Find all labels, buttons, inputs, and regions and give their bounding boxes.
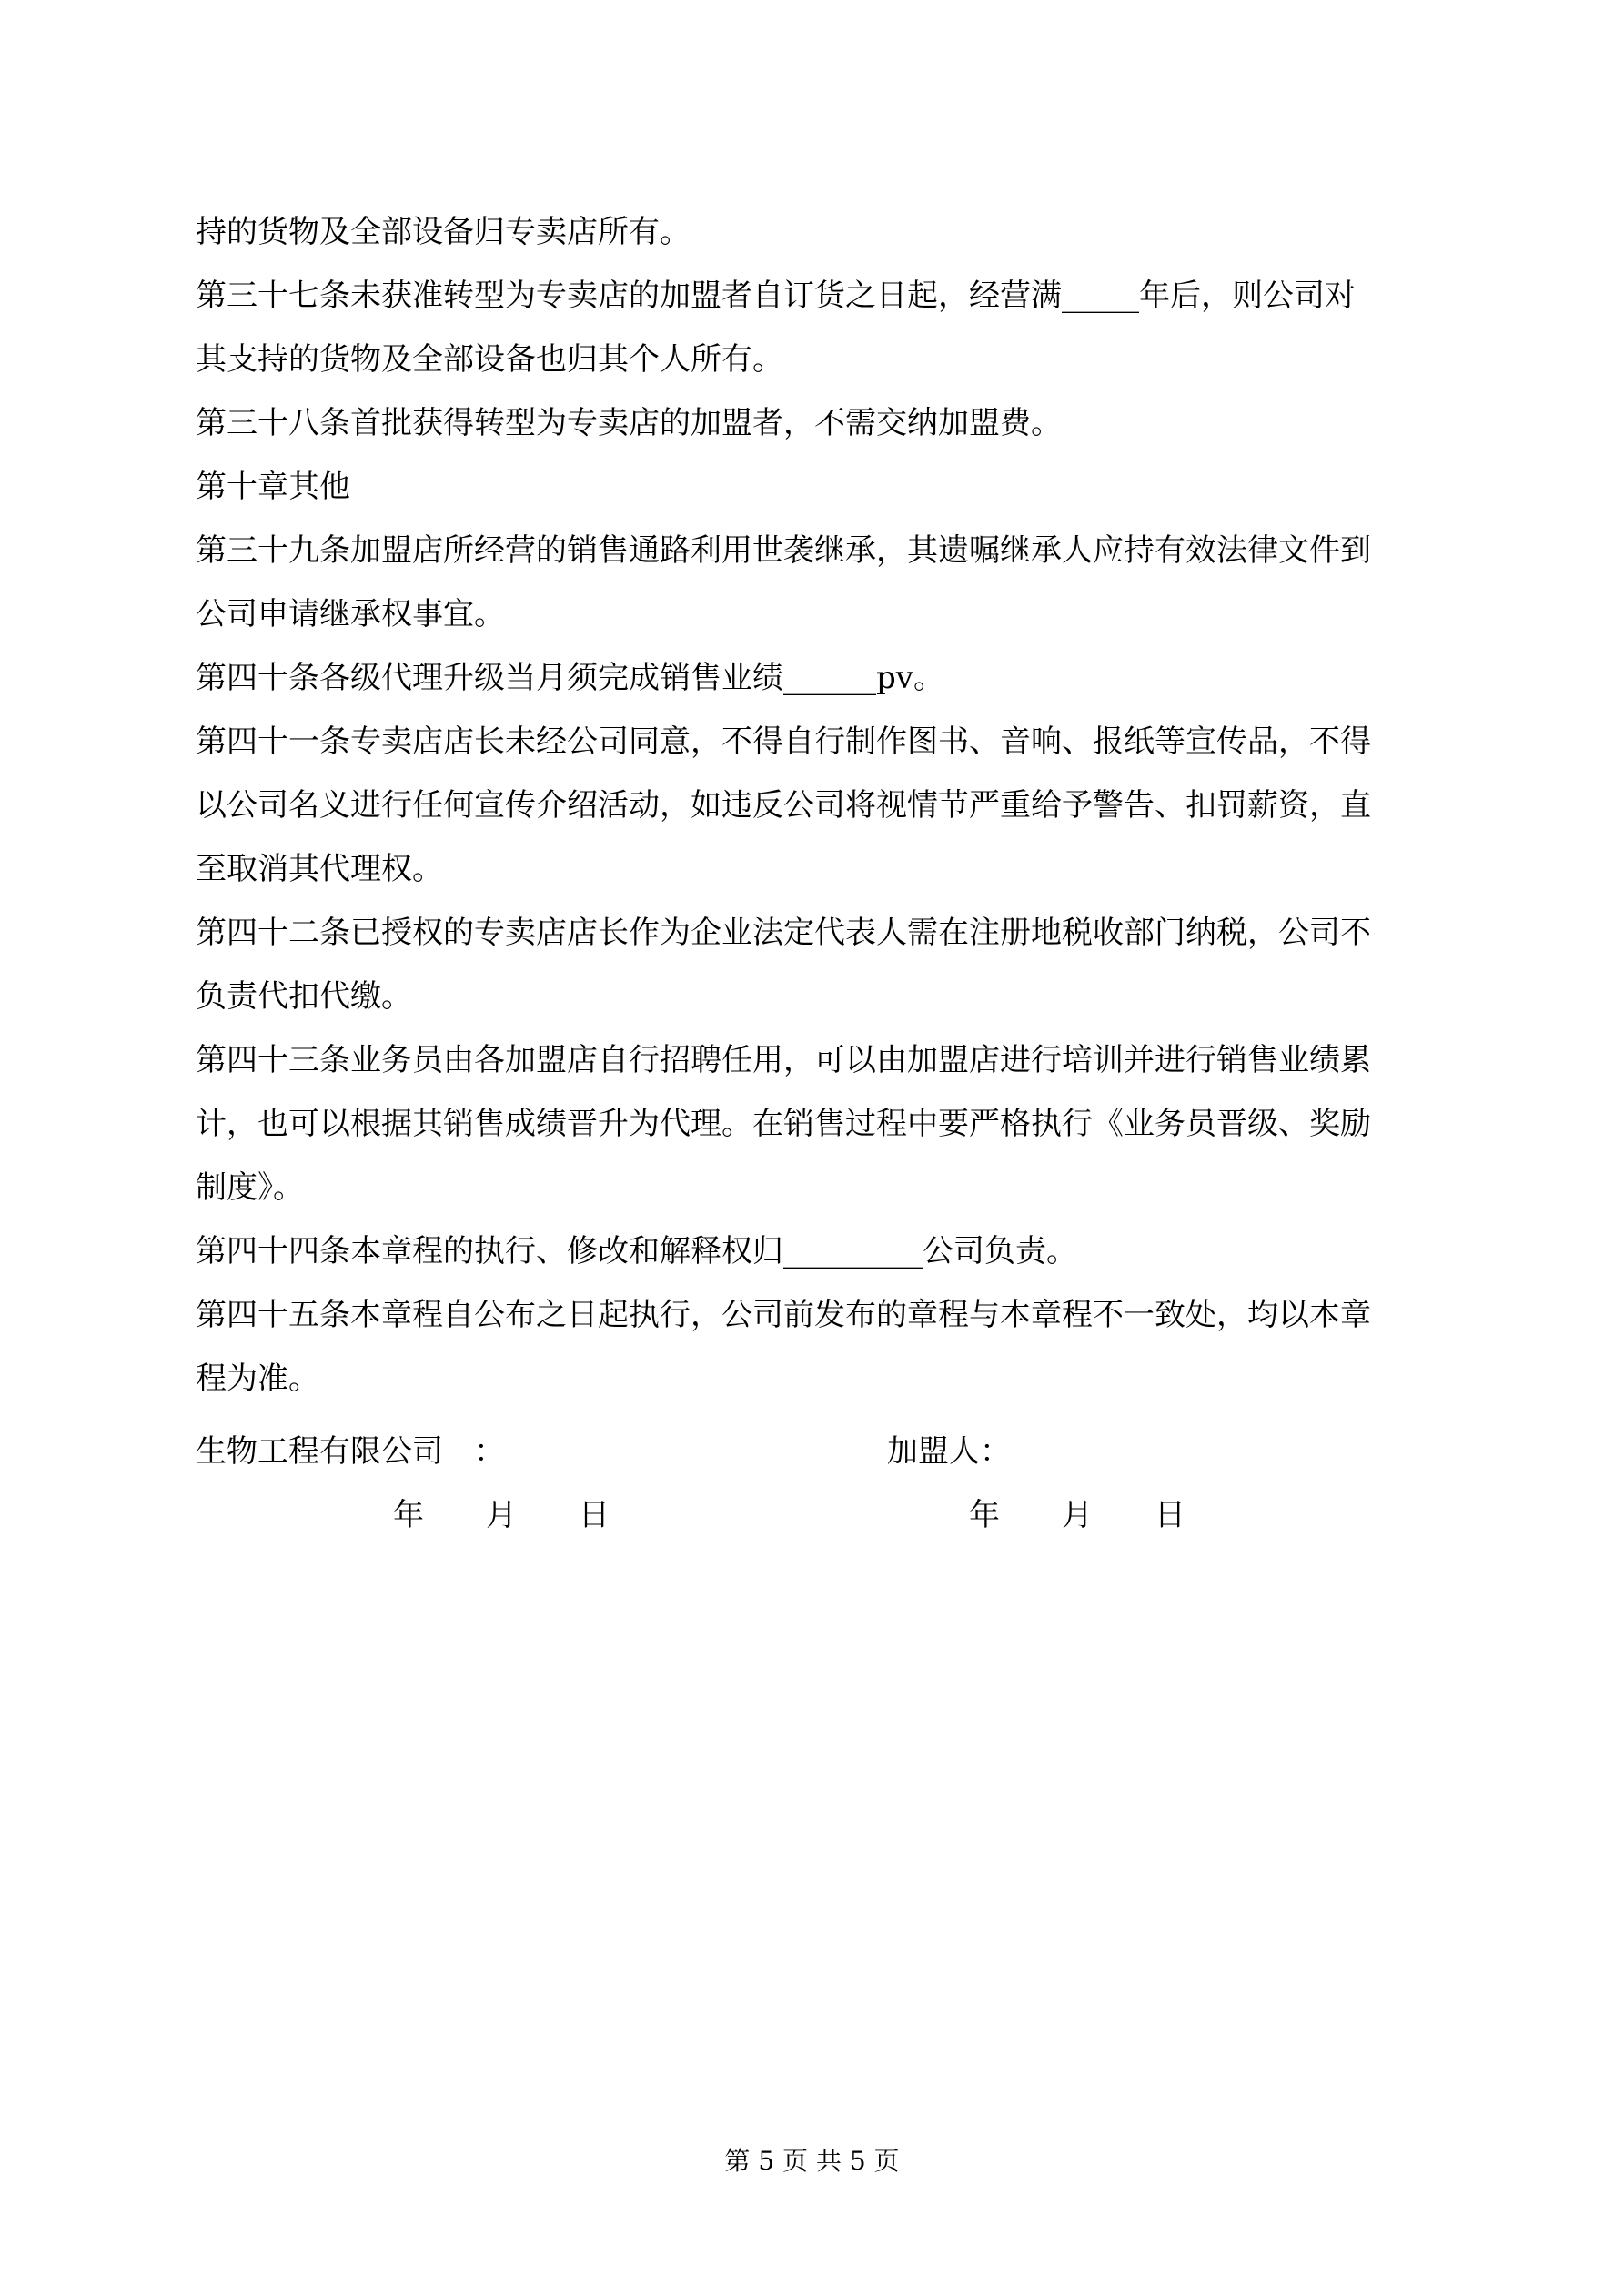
text-line: 第四十三条业务员由各加盟店自行招聘任用，可以由加盟店进行培训并进行销售业绩累 bbox=[196, 1042, 1371, 1078]
text-line: 第四十二条已授权的专卖店店长作为企业法定代表人需在注册地税收部门纳税，公司不 bbox=[196, 915, 1371, 951]
text-line: 负责代扣代缴。 bbox=[196, 978, 412, 1015]
text-line: 持的货物及全部设备归专卖店所有。 bbox=[196, 214, 691, 250]
text-line: 以公司名义进行任何宣传介绍活动，如违反公司将视情节严重给予警告、扣罚薪资，直 bbox=[196, 787, 1371, 824]
text-line: 第四十条各级代理升级当月须完成销售业绩______pv。 bbox=[196, 660, 944, 696]
text-line: 第三十八条首批获得转型为专卖店的加盟者，不需交纳加盟费。 bbox=[196, 405, 1062, 441]
text-line: 公司申请继承权事宜。 bbox=[196, 596, 505, 632]
text-line: 其支持的货物及全部设备也归其个人所有。 bbox=[196, 341, 783, 378]
text-line: 第四十五条本章程自公布之日起执行，公司前发布的章程与本章程不一致处，均以本章 bbox=[196, 1297, 1371, 1333]
franchisee-signature-label: 加盟人： bbox=[887, 1433, 1011, 1470]
document-body bbox=[196, 200, 1442, 1411]
text-line: 第三十九条加盟店所经营的销售通路利用世袭继承，其遗嘱继承人应持有效法律文件到 bbox=[196, 532, 1371, 569]
text-line: 计，也可以根据其销售成绩晋升为代理。在销售过程中要严格执行《业务员晋级、奖励 bbox=[196, 1106, 1371, 1142]
franchisee-date-label: 年 月 日 bbox=[969, 1497, 1185, 1533]
text-line: 制度》。 bbox=[196, 1169, 304, 1206]
text-line: 第四十四条本章程的执行、修改和解释权归_________公司负责。 bbox=[196, 1233, 1077, 1269]
text-line: 程为准。 bbox=[196, 1360, 319, 1397]
text-line: 至取消其代理权。 bbox=[196, 851, 443, 887]
company-date-label: 年 月 日 bbox=[393, 1497, 610, 1533]
text-line: 第四十一条专卖店店长未经公司同意，不得自行制作图书、音响、报纸等宣传品，不得 bbox=[196, 723, 1371, 760]
chapter-heading: 第十章其他 bbox=[196, 469, 350, 505]
text-line: 第三十七条未获准转型为专卖店的加盟者自订货之日起，经营满_____年后，则公司对 bbox=[196, 278, 1356, 314]
company-signature-label: 生物工程有限公司 ： bbox=[196, 1433, 505, 1470]
page-number-footer: 第 5 页 共 5 页 bbox=[724, 2146, 900, 2176]
